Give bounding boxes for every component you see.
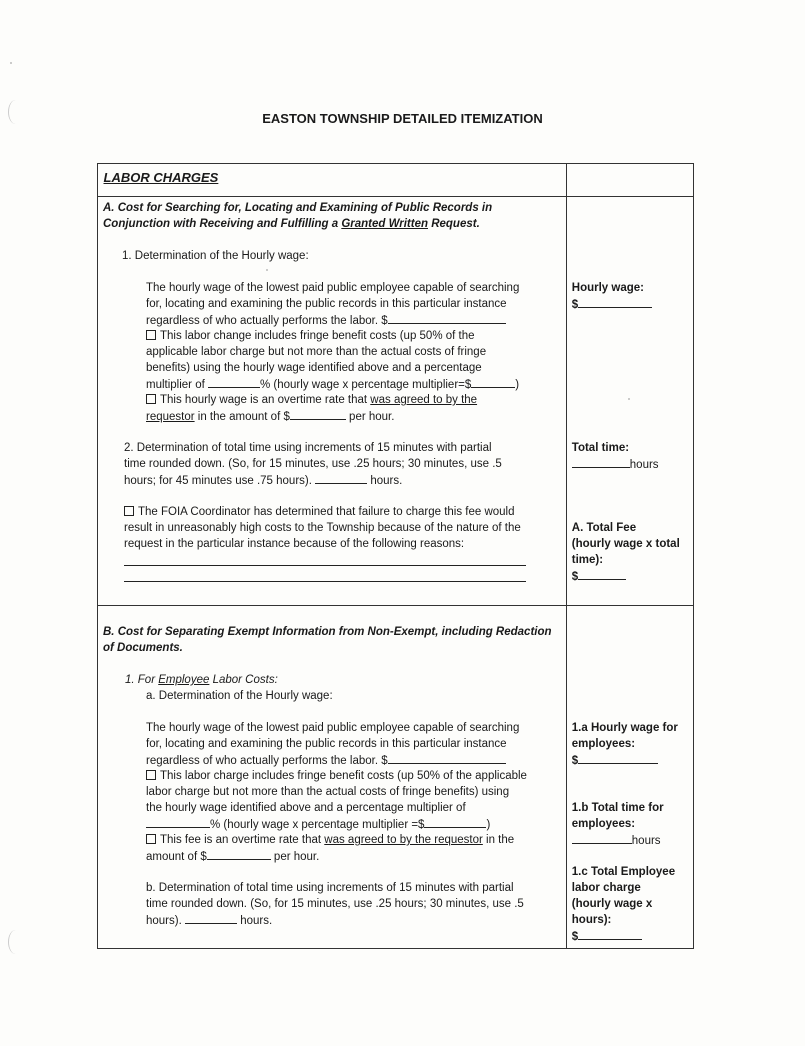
hourly-wage-label: Hourly wage: — [571, 282, 644, 294]
a-item2-line3: hours; for 45 minutes use .75 hours). hours. — [124, 472, 402, 489]
b-para1-line1: The hourly wage of the lowest paid public employee capable of searching — [146, 722, 520, 734]
total-fee-label-1: A. Total Fee — [571, 522, 637, 534]
b-fringe-checkbox[interactable] — [146, 770, 156, 780]
b-1a-field[interactable]: $ — [572, 752, 658, 769]
b-fringe-line3: the hourly wage identified above and a percentage multiplier of — [146, 802, 466, 814]
b-1b-label-2: employees: — [571, 818, 636, 830]
overtime-checkbox[interactable] — [146, 394, 156, 404]
section-b-totals — [566, 606, 693, 949]
a-overtime-line1: This hourly wage is an overtime rate that was agreed to by the — [146, 392, 477, 408]
b-fringe-line2: labor charge but not more than the actual costs of fringe benefits) using — [146, 786, 510, 798]
a-foia-line1: The FOIA Coordinator has determined that failure to charge this fee would — [124, 504, 515, 520]
total-time-blank[interactable] — [315, 472, 367, 484]
section-b-heading-1: B. Cost for Separating Exempt Information from Non-Exempt, including Redaction — [103, 626, 552, 638]
hourly-wage-blank[interactable] — [388, 312, 506, 324]
labor-header-cell — [98, 164, 567, 197]
a-para1-line1: The hourly wage of the lowest paid public employee capable of searching — [146, 282, 520, 294]
total-fee-label-3: time): — [571, 554, 604, 566]
scan-speck — [10, 62, 12, 64]
a-overtime-line2: requestor in the amount of $ per hour. — [146, 408, 394, 425]
scan-speck — [628, 398, 630, 400]
section-b-heading-2: of Documents. — [103, 642, 183, 654]
b-fringe-line4: % (hourly wage x percentage multiplier =$ ) — [146, 816, 490, 833]
b-1c-label-4: hours): — [571, 914, 612, 926]
scan-speck — [266, 269, 268, 271]
b-hourly-wage-blank[interactable] — [388, 752, 506, 764]
b-1a-label-1: 1.a Hourly wage for — [571, 722, 678, 734]
a-fringe-line4: multiplier of % (hourly wage x percentage multiplier=$ ) — [146, 376, 519, 393]
hole-punch-mark — [8, 930, 23, 954]
b-1c-label-1: 1.c Total Employee — [571, 866, 676, 878]
total-time-field[interactable]: hours — [572, 456, 659, 473]
b-total-time-blank[interactable] — [185, 912, 237, 924]
reasons-line-2[interactable] — [124, 581, 526, 582]
a-fringe-line2: applicable labor charge but not more than the actual costs of fringe — [146, 346, 487, 358]
b-1c-field[interactable]: $ — [572, 928, 642, 945]
section-a-totals — [566, 197, 693, 606]
fringe-checkbox[interactable] — [146, 330, 156, 340]
hourly-wage-field[interactable]: $ — [572, 296, 652, 313]
total-fee-label-2: (hourly wage x total — [571, 538, 680, 550]
a-fringe-line1: This labor change includes fringe benefit costs (up 50% of the — [146, 328, 475, 344]
total-fee-field[interactable]: $ — [572, 568, 626, 585]
labor-charges-heading: LABOR CHARGES — [103, 169, 219, 185]
b-overtime-line2: amount of $ per hour. — [146, 848, 319, 865]
b-sub-a-title: a. Determination of the Hourly wage: — [146, 690, 333, 702]
a-para1-line2: for, locating and examining the public records in this particular instance — [146, 298, 507, 310]
b-percentage-blank[interactable] — [146, 816, 210, 828]
b-overtime-line1: This fee is an overtime rate that was agreed to by the requestor in the — [146, 832, 514, 848]
section-a-heading-1: A. Cost for Searching for, Locating and Examining of Public Records in — [103, 202, 493, 214]
hole-punch-mark — [8, 100, 23, 124]
a-foia-line3: request in the particular instance because of the following reasons: — [124, 538, 465, 550]
a-item2-line1: 2. Determination of total time using increments of 15 minutes with partial — [124, 442, 492, 454]
b-fringe-line1: This labor charge includes fringe benefit costs (up 50% of the applicable — [146, 768, 527, 784]
b-multiplier-result-blank[interactable] — [424, 816, 486, 828]
a-item1-title: 1. Determination of the Hourly wage: — [122, 250, 309, 262]
document-title: EASTON TOWNSHIP DETAILED ITEMIZATION — [262, 111, 543, 126]
b-1c-label-3: (hourly wage x — [571, 898, 653, 910]
reasons-line-1[interactable] — [124, 565, 526, 566]
a-para1-line3: regardless of who actually performs the labor. $ — [146, 312, 506, 329]
section-a-heading-2: Conjunction with Receiving and Fulfilling a Granted Written Request. — [103, 218, 480, 230]
a-fringe-line3: benefits) using the hourly wage identified above and a percentage — [146, 362, 482, 374]
a-foia-line2: result in unreasonably high costs to the Township because of the nature of the — [124, 522, 521, 534]
b-sub-b-line1: b. Determination of total time using increments of 15 minutes with partial — [146, 882, 514, 894]
b-para1-line2: for, locating and examining the public records in this particular instance — [146, 738, 507, 750]
b-item1-title: 1. For Employee Labor Costs: — [125, 674, 278, 686]
section-b-content — [98, 606, 567, 949]
overtime-amount-blank[interactable] — [290, 408, 346, 420]
percentage-blank[interactable] — [208, 376, 260, 388]
itemization-form — [97, 163, 694, 949]
header-right-cell — [566, 164, 693, 197]
multiplier-result-blank[interactable] — [471, 376, 515, 388]
b-1c-label-2: labor charge — [571, 882, 641, 894]
foia-checkbox[interactable] — [124, 506, 134, 516]
b-1a-label-2: employees: — [571, 738, 636, 750]
a-item2-line2: time rounded down. (So, for 15 minutes, use .25 hours; 30 minutes, use .5 — [124, 458, 502, 470]
b-para1-line3: regardless of who actually performs the labor. $ — [146, 752, 506, 769]
total-time-label: Total time: — [571, 442, 630, 454]
b-1b-field[interactable]: hours — [572, 832, 661, 849]
b-1b-label-1: 1.b Total time for — [571, 802, 664, 814]
b-overtime-amount-blank[interactable] — [207, 848, 271, 860]
b-overtime-checkbox[interactable] — [146, 834, 156, 844]
b-sub-b-line2: time rounded down. (So, for 15 minutes, use .25 hours; 30 minutes, use .5 — [146, 898, 524, 910]
b-sub-b-line3: hours). hours. — [146, 912, 272, 929]
section-a-content — [98, 197, 567, 606]
